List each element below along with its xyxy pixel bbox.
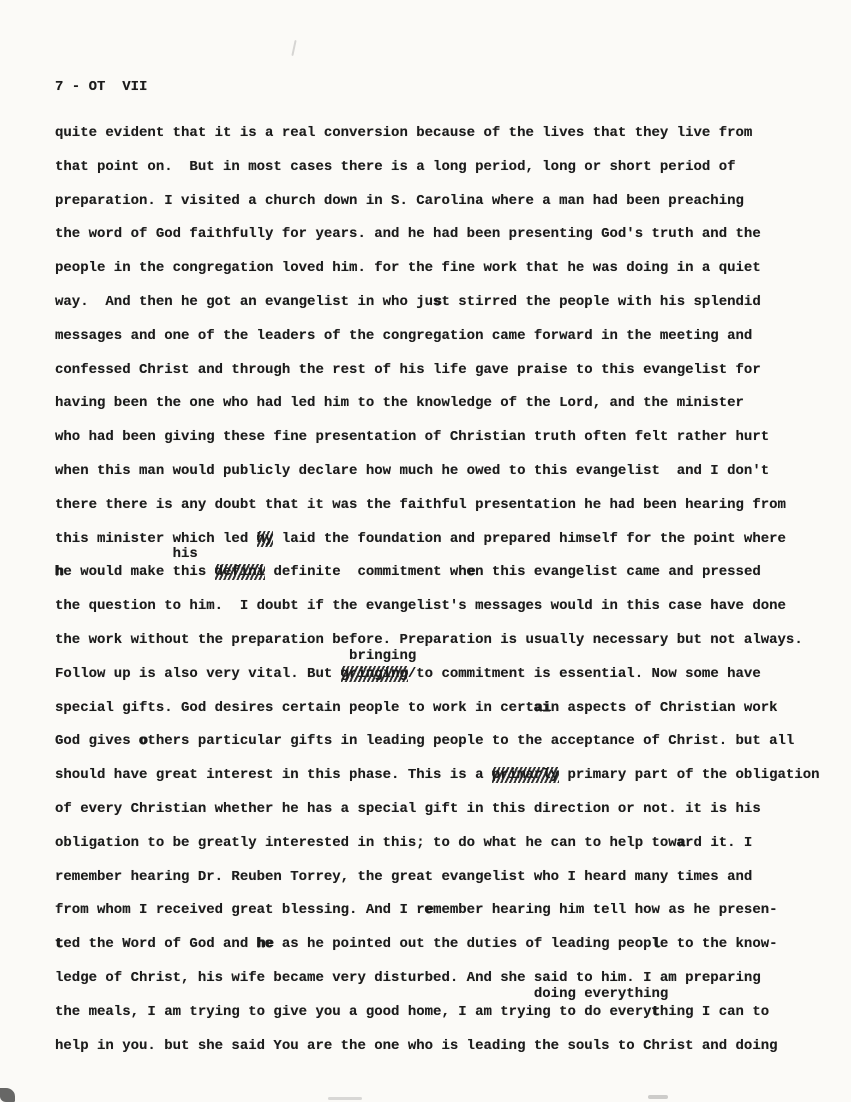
- typed-line: [55, 387, 841, 421]
- overtyped-text: t: [55, 936, 64, 953]
- typed-line: [55, 1030, 841, 1064]
- typed-line: [55, 421, 841, 455]
- typed-line: [55, 624, 841, 658]
- typed-line: [55, 759, 841, 793]
- scan-artifact-smudge: [328, 1097, 362, 1100]
- typed-line: [55, 928, 841, 962]
- overtyped-text: h: [55, 564, 64, 581]
- typed-text: having been the one who had led him to the knowledge of the Lord, and the minister: [55, 395, 744, 412]
- typed-text: n this evangelist came and pressed: [475, 564, 761, 581]
- typed-text: when this man would publicly declare how much he owed to this evangelist and I don't: [55, 462, 770, 479]
- typed-text: help in you. but she said You are the one who is leading the souls to Christ and doing: [55, 1037, 778, 1054]
- scan-artifact-mark: [291, 40, 296, 56]
- typed-line: [55, 894, 841, 928]
- typed-text: special gifts. God desires certain people to work in cert: [55, 699, 534, 716]
- typed-line: [55, 985, 841, 1030]
- typed-text: the word of God faithfully for years. and he had been presenting God's truth and the: [55, 226, 761, 243]
- typed-line: [55, 252, 841, 286]
- typed-text: t stirred the people with his splendid: [441, 293, 761, 310]
- typed-line: [55, 692, 841, 726]
- typed-line: [55, 320, 841, 354]
- typed-line: [55, 185, 841, 219]
- page-header-label: 7 - OT VII: [55, 79, 148, 95]
- typed-text: this minister which led: [55, 530, 257, 547]
- typed-line: [55, 827, 841, 861]
- overtyped-text: t: [651, 1003, 660, 1020]
- overtyped-text: e: [424, 902, 434, 919]
- typed-text: obligation to be greatly interested in this; to do what he can to help tow: [55, 834, 677, 851]
- typed-text: the work without the preparation before. Preparation is usually necessary but not always.: [55, 631, 803, 648]
- typed-line: [55, 455, 841, 489]
- struck-text: gringing: [340, 665, 408, 682]
- typed-line: [55, 286, 841, 320]
- typed-text: thers particular gifts in leading people to the acceptance of Christ. but all: [147, 733, 795, 750]
- typed-text: way. And then he got an evangelist in who ju: [55, 293, 434, 310]
- typed-text: laid the foundation and prepared himself for the point where: [273, 530, 786, 547]
- typed-line: [55, 793, 841, 827]
- typed-line: [55, 218, 841, 252]
- typed-text: primary part of the obligation: [559, 767, 820, 784]
- overtyped-text: e: [466, 564, 476, 581]
- typed-line: [55, 117, 841, 151]
- struck-text: primarly: [491, 767, 560, 784]
- typed-text: ledge of Christ, his wife became very disturbed. And she said to him. I am preparing: [55, 969, 761, 986]
- overtyped-text: s: [433, 293, 442, 310]
- typed-text: n aspects of Christian work: [550, 699, 778, 716]
- typed-text: hing I can to: [659, 1003, 770, 1020]
- typed-line: [55, 590, 841, 624]
- inserted-text: bringing: [349, 647, 417, 664]
- typed-text: as he pointed out the duties of leading peop: [273, 936, 652, 953]
- typed-text: quite evident that it is a real conversion because of the lives that they live from: [55, 125, 753, 141]
- typed-text: preparation. I visited a church down in S. Carolina where a man had been preaching: [55, 192, 744, 209]
- inserted-text: doing everything: [533, 985, 669, 1002]
- typed-text: should have great interest in this phase. This is a: [55, 767, 492, 784]
- typed-line: [55, 647, 841, 692]
- typed-text: of every Christian whether he has a special gift in this direction or not. it is his: [55, 800, 761, 817]
- typed-text: that point on. But in most cases there is a long period, long or short period of: [55, 158, 736, 175]
- scan-artifact-blob: [0, 1088, 15, 1102]
- typed-text: confessed Christ and through the rest of his life gave praise to this evangelist for: [55, 361, 761, 378]
- typed-text: the question to him. I doubt if the evangelist's messages would in this case have done: [55, 598, 786, 615]
- typed-text: remember hearing Dr. Reuben Torrey, the great evangelist who I heard many times and: [55, 868, 753, 885]
- typed-text: there there is any doubt that it was the faithful presentation he had been hearing from: [55, 496, 786, 513]
- typed-text: definite commitment wh: [265, 564, 467, 581]
- typed-text: ed the Word of God and: [63, 936, 257, 953]
- typed-line: [55, 962, 841, 996]
- typed-text: who had been giving these fine presentation of Christian truth often felt rather hurt: [55, 429, 770, 446]
- overtyped-text: a: [676, 834, 686, 851]
- typed-text: /to commitment is essential. Now some have: [407, 665, 761, 682]
- typed-line: [55, 861, 841, 895]
- typed-text: e to the know-: [659, 936, 778, 953]
- typed-text: the meals, I am trying to give you a good home, I am trying to do every: [55, 1003, 652, 1020]
- struck-text: hy: [256, 530, 274, 547]
- typed-line: [55, 725, 841, 759]
- struck-text: defini: [214, 564, 266, 581]
- typed-body: [55, 117, 841, 1063]
- typed-text: God gives: [55, 733, 140, 750]
- typed-line: [55, 546, 841, 590]
- inserted-text: his: [172, 546, 198, 563]
- typed-text: messages and one of the leaders of the congregation came forward in the meeting and: [55, 327, 753, 344]
- typed-text: e would make this: [63, 564, 215, 581]
- typed-text: rd it. I: [685, 834, 753, 851]
- scan-artifact-smudge: [648, 1095, 668, 1099]
- overtyped-text: o: [139, 733, 148, 750]
- typed-text: Follow up is also very vital. But: [55, 665, 341, 682]
- overtyped-text: l: [651, 936, 660, 953]
- typed-text: from whom I received great blessing. And I r: [55, 902, 425, 919]
- overtyped-text: he: [256, 936, 274, 953]
- typed-text: member hearing him tell how as he presen-: [433, 902, 778, 919]
- overtyped-text: ai: [533, 699, 551, 716]
- typed-line: [55, 151, 841, 185]
- typed-line: [55, 489, 841, 523]
- typed-line: [55, 354, 841, 388]
- typed-text: people in the congregation loved him. for the fine work that he was doing in a quiet: [55, 260, 761, 277]
